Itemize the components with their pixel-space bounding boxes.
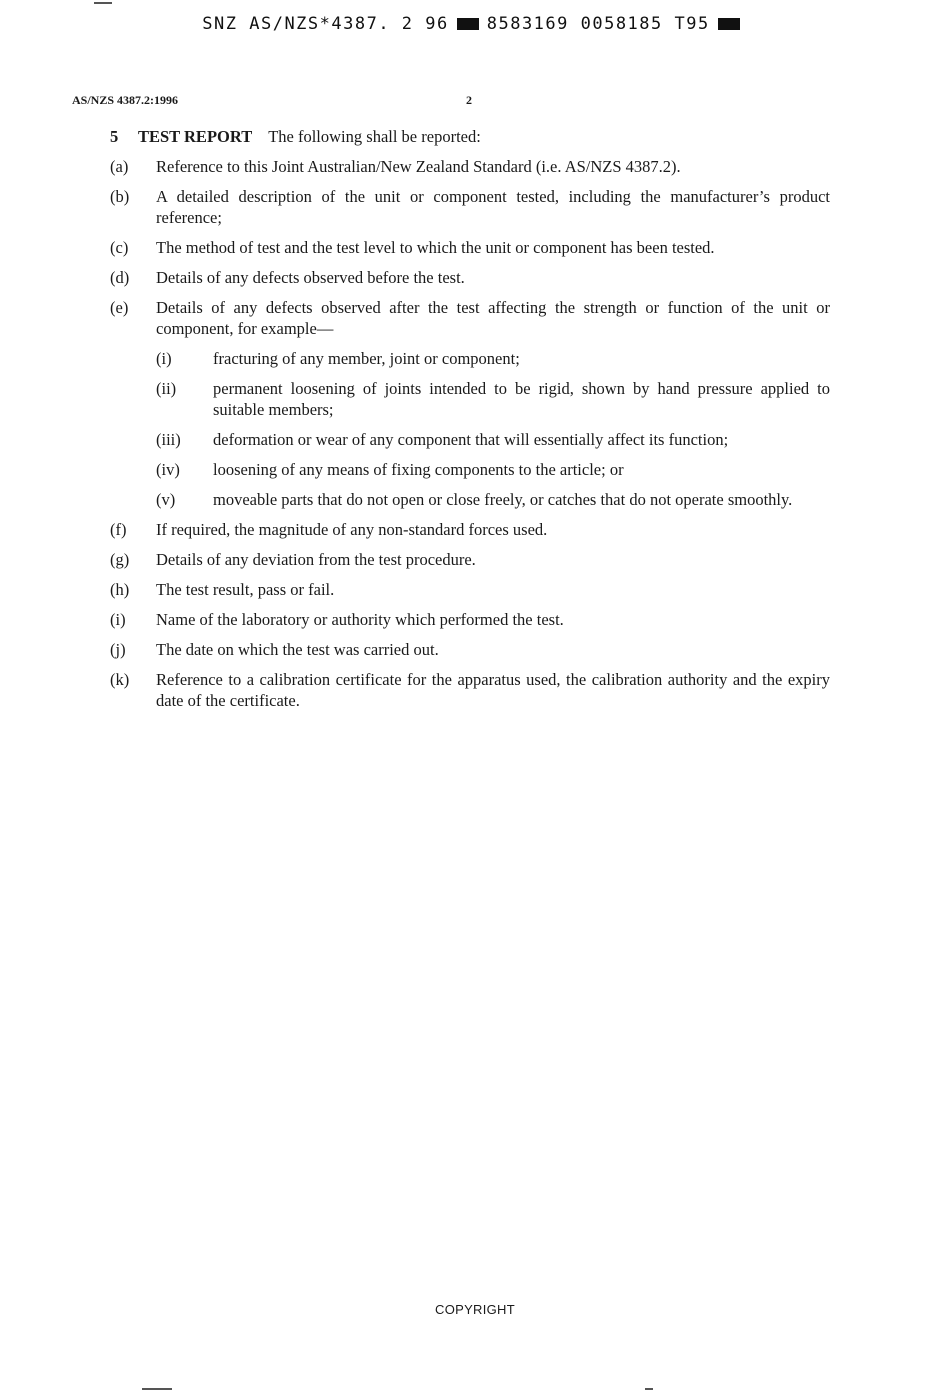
list-item-label: (h) [110, 580, 130, 599]
sub-list-item-text: moveable parts that do not open or close freely, or catches that do not operate smoothly. [213, 490, 793, 509]
sub-list-item-label: (iii) [156, 430, 181, 449]
list-item-label: (e) [110, 298, 129, 317]
list-item [110, 186, 830, 228]
sub-list-item [156, 459, 830, 480]
list-item-text: Reference to this Joint Australian/New Zealand Standard (i.e. AS/NZS 4387.2). [156, 157, 681, 176]
sub-list-item-text: permanent loosening of joints intended to be rigid, shown by hand pressure applied to suitable members; [213, 379, 830, 419]
list-item-text: The test result, pass or fail. [156, 580, 335, 599]
list-item-text: If required, the magnitude of any non-standard forces used. [156, 520, 548, 539]
list-item-text: Reference to a calibration certificate for the apparatus used, the calibration authority and the expiry date of the certificate. [156, 670, 830, 710]
list-item-label: (g) [110, 550, 130, 569]
list-item-text: Details of any defects observed before the test. [156, 268, 465, 287]
section-title: TEST REPORT [138, 127, 253, 146]
scan-header-code [0, 14, 950, 34]
list-item [110, 237, 830, 258]
scan-header-part2: 8583169 0058185 T95 [486, 14, 710, 34]
list-item [110, 669, 830, 711]
list-item-label: (b) [110, 187, 130, 206]
sub-list-item-label: (v) [156, 490, 176, 509]
sub-list-item-label: (iv) [156, 460, 180, 479]
list-item-body [156, 297, 830, 510]
list-item [110, 609, 830, 630]
section-number: 5 [110, 127, 119, 146]
list-item-text: The method of test and the test level to which the unit or component has been tested. [156, 238, 715, 257]
list-item [110, 579, 830, 600]
list-item-text: Details of any defects observed after the test affecting the strength or function of the unit or component, for example— [156, 298, 830, 338]
sub-list-item-text: deformation or wear of any component that will essentially affect its function; [213, 430, 729, 449]
sub-list-item [156, 489, 830, 510]
list-item [110, 519, 830, 540]
section-heading [110, 126, 830, 147]
scan-artifact-top [94, 2, 112, 4]
list-item-label: (k) [110, 670, 130, 689]
list-item-label: (f) [110, 520, 127, 539]
scan-artifact-bottom-left [142, 1388, 172, 1390]
list-item-text: The date on which the test was carried out. [156, 640, 439, 659]
list-item [110, 297, 830, 510]
list-item-label: (a) [110, 157, 129, 176]
sub-list-item [156, 378, 830, 420]
scan-artifact-bottom-right [645, 1388, 653, 1390]
sub-list-item-text: loosening of any means of fixing components to the article; or [213, 460, 624, 479]
list-item [110, 156, 830, 177]
sub-list-item-text: fracturing of any member, joint or component; [213, 349, 520, 368]
sub-list-item-label: (i) [156, 349, 172, 368]
scan-header-part1: SNZ AS/NZS*4387. 2 96 [202, 14, 449, 34]
redaction-block-icon [718, 18, 740, 30]
redaction-block-icon [457, 18, 479, 30]
list-item [110, 549, 830, 570]
sub-list-item [156, 429, 830, 450]
list-item-text: Name of the laboratory or authority which performed the test. [156, 610, 564, 629]
list-item-text: Details of any deviation from the test procedure. [156, 550, 476, 569]
copyright-footer: COPYRIGHT [435, 1302, 515, 1317]
sub-list-item [156, 348, 830, 369]
sub-list [156, 348, 830, 510]
section-body [110, 126, 830, 720]
list-item [110, 639, 830, 660]
list-item-label: (j) [110, 640, 126, 659]
list-item [110, 267, 830, 288]
sub-list-item-label: (ii) [156, 379, 177, 398]
page-number: 2 [466, 93, 472, 107]
section-intro: The following shall be reported: [268, 127, 481, 146]
list-item-label: (d) [110, 268, 130, 287]
list-item-text: A detailed description of the unit or component tested, including the manufacturer’s product reference; [156, 187, 830, 227]
list-item-label: (c) [110, 238, 129, 257]
list-item-label: (i) [110, 610, 126, 629]
running-head-doc-id: AS/NZS 4387.2:1996 [72, 93, 179, 107]
